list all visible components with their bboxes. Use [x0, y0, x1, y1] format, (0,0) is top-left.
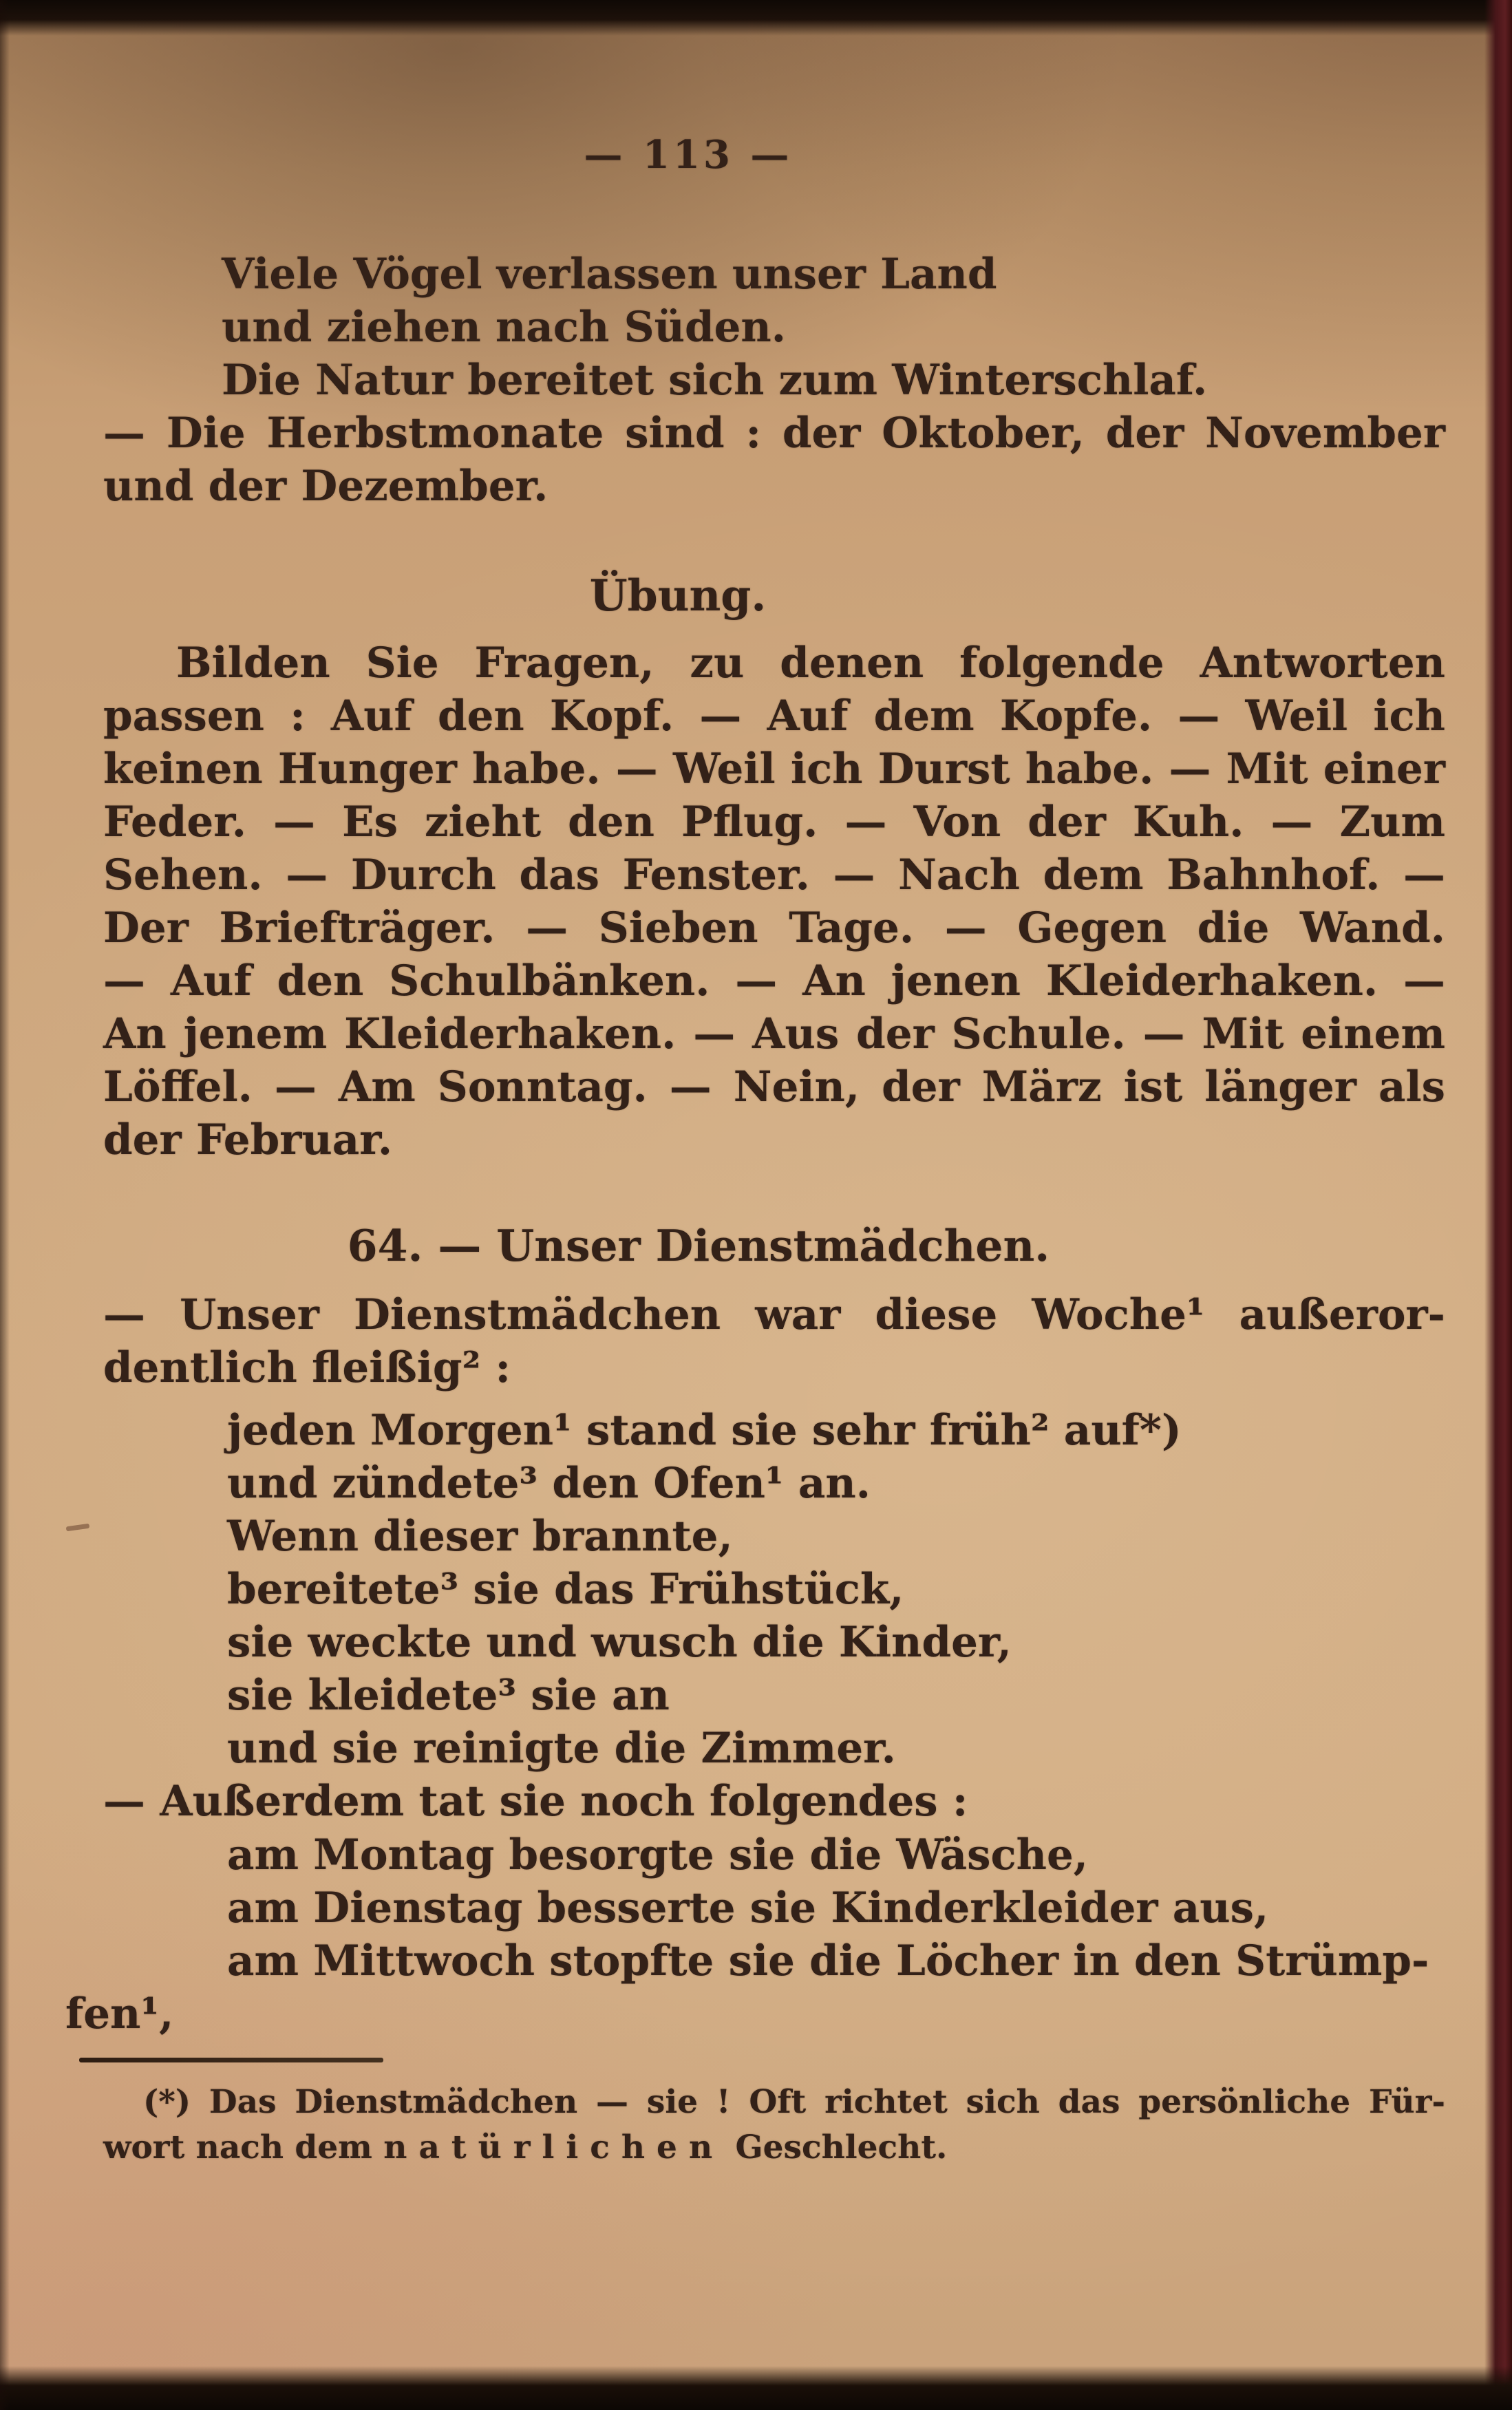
routine-list [227, 1404, 1480, 1775]
routine-line: Wenn dieser brannte, [227, 1512, 733, 1561]
routine-line: bereitete³ sie das Frühstück, [227, 1565, 904, 1614]
lesson-intro-line: dentlich fleißig² : [103, 1343, 511, 1392]
lesson-intro [103, 1288, 1445, 1394]
exercise-line: keinen Hunger habe. — Weil ich Durst habe. — Mit einer [103, 745, 1445, 793]
exercise-line: Feder. — Es zieht den Pflug. — Von der Kuh. — Zum [103, 798, 1445, 846]
book-cover-edge-right [1484, 0, 1512, 2410]
footnote-line-2 [103, 2125, 1445, 2171]
also-line [103, 1775, 1445, 1828]
routine-line: jeden Morgen¹ stand sie sehr früh² auf*) [227, 1406, 1182, 1455]
routine-line: und zündete³ den Ofen¹ an. [227, 1459, 871, 1508]
also-line-text: — Außerdem tat sie noch folgendes : [103, 1777, 968, 1826]
photo-edge-bottom [0, 2366, 1512, 2410]
photo-edge-top [0, 0, 1512, 36]
page-number: — 113 — [584, 132, 793, 178]
hanging-syllable-text: fen¹, [65, 1990, 174, 2038]
exercise-paragraph [103, 637, 1445, 1166]
exercise-line: Sehen. — Durch das Fenster. — Nach dem Bahnhof. — [103, 851, 1445, 899]
weekday-line: am Dienstag besserte sie Kinderkleider aus, [227, 1884, 1269, 1932]
exercise-line: An jenem Kleiderhaken. — Aus der Schule. — Mit einem [103, 1010, 1445, 1058]
exercise-line: der Februar. [103, 1116, 393, 1164]
exercise-line: Der Briefträger. — Sieben Tage. — Gegen die Wand. [103, 904, 1445, 952]
verse-line: — Die Herbstmonate sind : der Oktober, der November [103, 409, 1445, 458]
verse-line: und ziehen nach Süden. [222, 303, 787, 352]
verse-block [103, 248, 1445, 513]
footnote-line-2-post: Geschlecht. [724, 2129, 948, 2166]
weekday-line: am Montag besorgte sie die Wäsche, [227, 1831, 1089, 1879]
routine-line: sie weckte und wusch die Kinder, [227, 1618, 1012, 1667]
routine-line: sie kleidete³ sie an [227, 1671, 670, 1720]
exercise-line: Löffel. — Am Sonntag. — Nein, der März ist länger als [103, 1063, 1445, 1111]
exercise-line: passen : Auf den Kopf. — Auf dem Kopfe. — Weil ich [103, 692, 1445, 740]
footnote [103, 2080, 1445, 2171]
lesson-intro-line: — Unser Dienstmädchen war diese Woche¹ außeror- [103, 1290, 1445, 1339]
footnote-rule [79, 2058, 383, 2062]
verse-line: und der Dezember. [103, 462, 549, 511]
section-heading-uebung: Übung. [589, 570, 767, 621]
verse-line: Viele Vögel verlassen unser Land [222, 250, 997, 299]
weekday-line: am Mittwoch stopfte sie die Löcher in den Strümp- [227, 1937, 1429, 1985]
photo-edge-left [0, 0, 10, 2410]
exercise-line: Bilden Sie Fragen, zu denen folgende Antworten [176, 639, 1445, 687]
footnote-line-2-pre: wort nach dem [103, 2129, 384, 2166]
footnote-line-1: (*) Das Dienstmädchen — sie ! Oft richtet sich das persönliche Für- [143, 2083, 1445, 2121]
verse-line: Die Natur bereitet sich zum Winterschlaf. [222, 356, 1208, 405]
hanging-syllable [65, 1987, 341, 2040]
footnote-emphasis-natuerlichen: natürlichen [383, 2129, 725, 2166]
margin-mark [66, 1524, 90, 1532]
routine-line: und sie reinigte die Zimmer. [227, 1724, 896, 1773]
exercise-line: — Auf den Schulbänken. — An jenen Kleiderhaken. — [103, 957, 1445, 1005]
lesson-heading: 64. — Unser Dienstmädchen. [347, 1220, 1050, 1271]
weekday-list [227, 1828, 1480, 1987]
